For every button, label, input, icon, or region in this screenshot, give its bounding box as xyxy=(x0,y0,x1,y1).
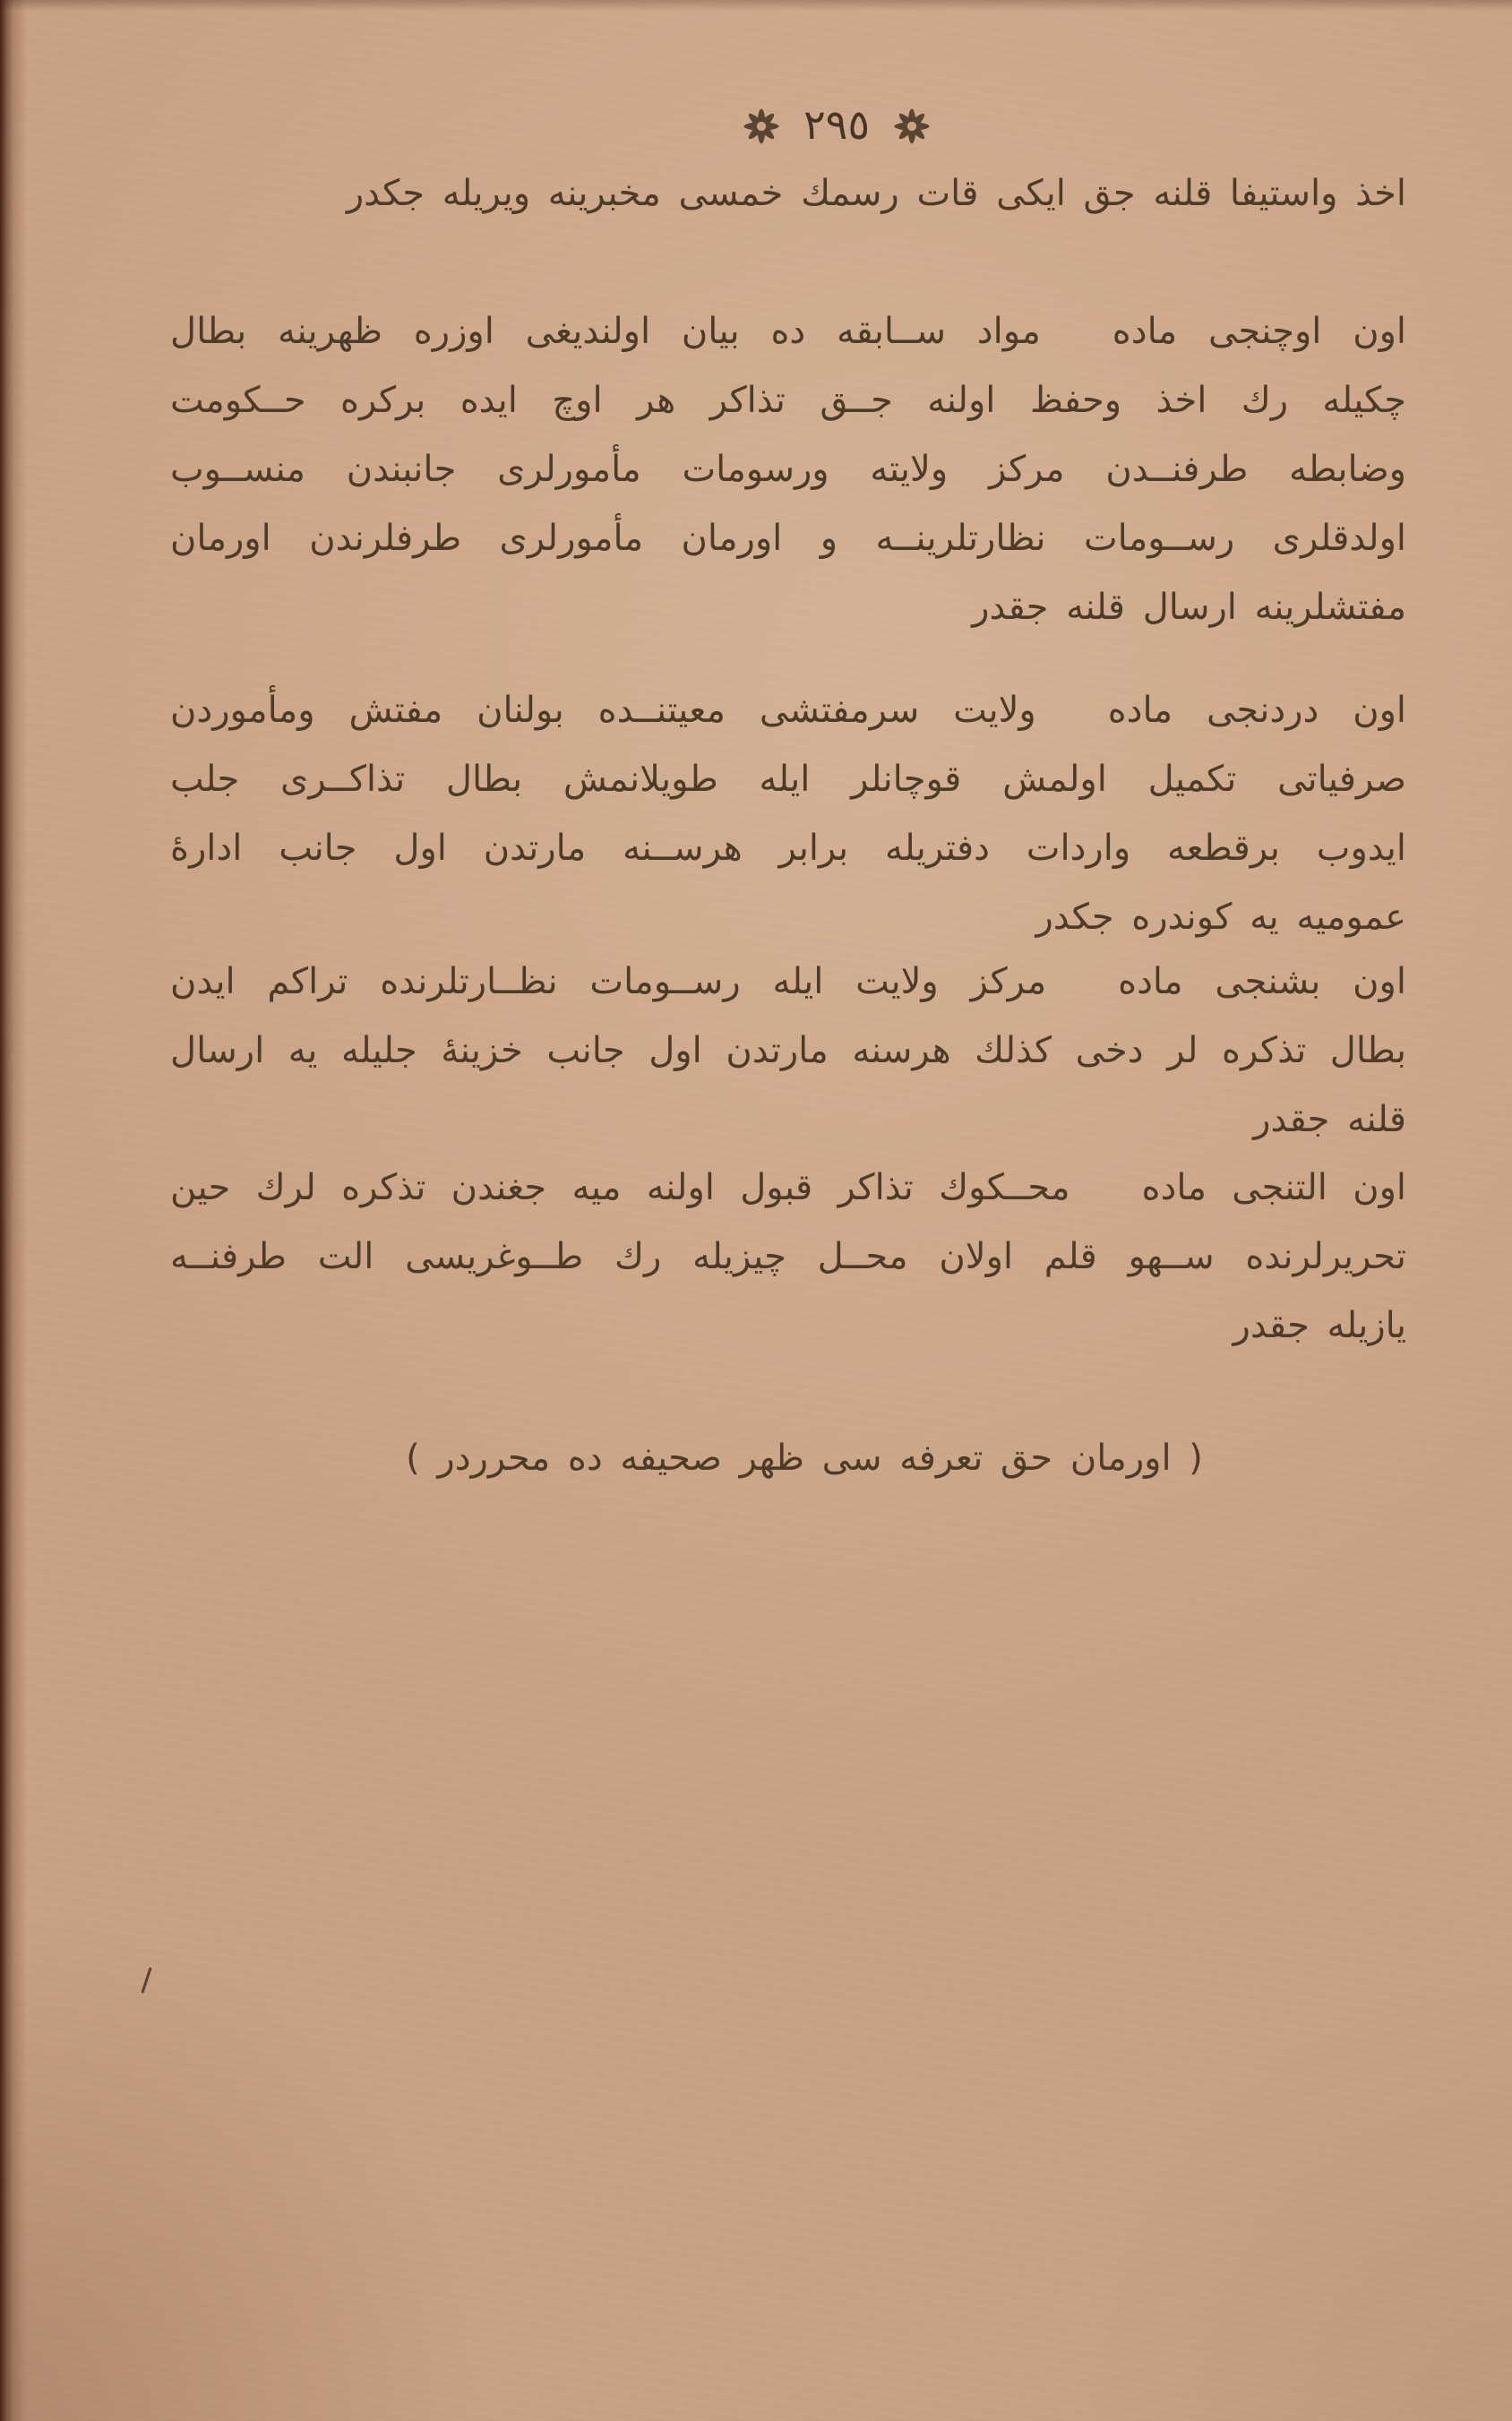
text-line: ايدوب برقطعه واردات دفتريله برابر هرســنه مارتدن اول جانب ادارهٔ xyxy=(170,828,1406,869)
text-line: اون بشنجى ماده مركز ولايت ايله رســومات نظــارتلرنده تراكم ايدن xyxy=(170,961,1406,1002)
tariff-footnote: ( اورمان حق تعرفه سى ظهر صحيفه ده محرردر ) xyxy=(406,1438,1203,1479)
article-16 xyxy=(170,1154,1406,1361)
text-line: چكيله رك اخذ وحفظ اولنه جــق تذاكر هر اوچ ايده بركره حــكومت xyxy=(170,380,1406,421)
stray-ink-mark xyxy=(141,1967,151,1993)
text-column xyxy=(170,0,1406,2421)
text-line: صرفياتى تكميل اولمش قوچانلر ايله طويلانمش بطال تذاكــرى جلب xyxy=(170,759,1406,800)
article-15 xyxy=(170,948,1406,1155)
text-line: قلنه جقدر xyxy=(1253,1099,1406,1140)
text-line: وضابطه طرفنــدن مركز ولايته ورسومات مأمورلرى جانبندن منســوب xyxy=(170,449,1406,490)
text-line: مفتشلرينه ارسال قلنه جقدر xyxy=(972,587,1406,628)
article-14 xyxy=(170,676,1406,952)
continuation-line: اخذ واستيفا قلنه جق ايكى قات رسمك خمسى مخبرينه ويريله جكدر xyxy=(346,173,1406,214)
text-line: بطال تذكره لر دخى كذلك هرسنه مارتدن اول جانب خزينهٔ جليله يه ارسال xyxy=(170,1030,1406,1071)
text-line: عموميه يه كوندره جكدر xyxy=(1035,897,1406,938)
text-line: اون التنجى ماده محــكوك تذاكر قبول اولنه ميه جغندن تذكره لرك حين xyxy=(170,1167,1406,1208)
article-13 xyxy=(170,297,1406,642)
text-line: اون اوچنجى ماده مواد ســابقه ده بيان اولنديغى اوزره ظهرينه بطال xyxy=(170,311,1406,352)
text-line: اون دردنجى ماده ولايت سرمفتشى معيتنــده بولنان مفتش ومأموردن xyxy=(170,690,1406,731)
text-line: اولدقلرى رســومات نظارتلرينــه و اورمان مأمورلرى طرفلرندن اورمان xyxy=(170,518,1406,559)
text-line: تحريرلرنده ســهو قلم اولان محــل چيزيله رك طــوغريسى الت طرفنــه xyxy=(170,1236,1406,1277)
text-line: يازيله جقدر xyxy=(1233,1305,1406,1346)
page-number: ٢٩٥ xyxy=(803,100,871,149)
